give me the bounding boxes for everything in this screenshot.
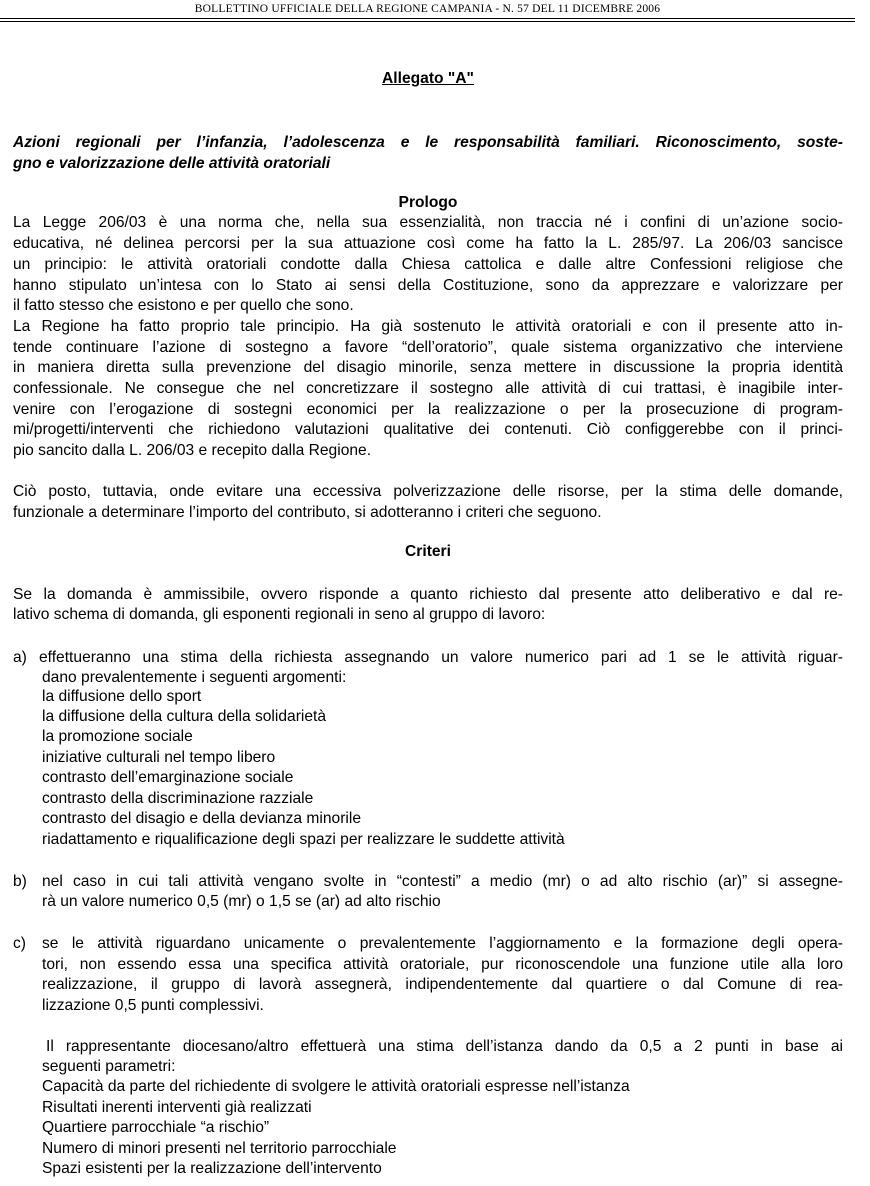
topic-item: contrasto dell’emarginazione sociale — [42, 769, 294, 786]
paragraph-line: funzionale a determinare l’importo del contributo, si adotteranno i criteri che seguono. — [13, 504, 602, 521]
header-rule — [0, 18, 855, 19]
list-item-c-line: lizzazione 0,5 punti complessivi. — [42, 997, 264, 1014]
list-item-a-line: dano prevalentemente i seguenti argomenti: — [42, 669, 347, 686]
paragraph-line: il fatto stesso che esistono e per quello che sono. — [13, 297, 354, 314]
paragraph-line: Se la domanda è ammissibile, ovvero risponde a quanto richiesto dal presente atto deliberativo e dal re- — [13, 586, 843, 603]
topic-item: contrasto della discriminazione razziale — [42, 790, 314, 807]
topic-item: contrasto del disagio e della devianza minorile — [42, 810, 361, 827]
list-item-c-line: tori, non essendo essa una specifica attività oratoriale, pur riconoscendole una funzione utile alla loro — [42, 956, 843, 973]
paragraph-line: Ciò posto, tuttavia, onde evitare una eccessiva polverizzazione delle risorse, per la stima delle domande, — [13, 483, 843, 500]
paragraph-line: pio sancito dalla L. 206/03 e recepito dalla Regione. — [13, 442, 372, 459]
topic-item: iniziative culturali nel tempo libero — [42, 749, 276, 766]
paragraph-line: venire con l’erogazione di sostegni economici per la realizzazione o per la prosecuzione di program- — [13, 401, 843, 418]
paragraph-line: hanno stipulato un’intesa con lo Stato ai sensi della Costituzione, sono da apprezzare e valorizzare per — [13, 277, 843, 294]
parameter-item: Spazi esistenti per la realizzazione dell’intervento — [42, 1160, 382, 1177]
subtitle-line: gno e valorizzazione delle attività oratoriali — [13, 155, 331, 172]
paragraph-line: educativa, né delinea percorsi per la sua attuazione così come ha fatto la L. 285/97. La 206/03 sancisce — [13, 235, 843, 252]
header-rule-double — [0, 21, 855, 22]
paragraph-line: lativo schema di domanda, gli esponenti regionali in seno al gruppo di lavoro: — [13, 606, 546, 623]
parameter-item: Numero di minori presenti nel territorio parrocchiale — [42, 1140, 397, 1157]
list-item-b-line: rà un valore numerico 0,5 (mr) o 1,5 se (ar) ad alto rischio — [42, 893, 441, 910]
criteri-heading: Criteri — [405, 543, 451, 560]
diocesano-line: seguenti parametri: — [42, 1058, 176, 1075]
paragraph-line: La Legge 206/03 è una norma che, nella sua essenzialità, non traccia né i confini di un’azione socio- — [13, 214, 843, 231]
topic-item: riadattamento e riqualificazione degli spazi per realizzare le suddette attività — [42, 831, 565, 848]
paragraph-line: tende continuare l’azione di sostegno a favore “dell’oratorio”, quale sistema organizzativo che interviene — [13, 339, 843, 356]
list-item-c-line: se le attività riguardano unicamente o prevalentemente l’aggiornamento e la formazione degli opera- — [42, 935, 843, 952]
paragraph-line: in maniera diretta sulla prevenzione del disagio minorile, senza mettere in discussione la propria identità — [13, 359, 843, 376]
topic-item: la diffusione della cultura della solidarietà — [42, 708, 327, 725]
paragraph-line: La Regione ha fatto proprio tale principio. Ha già sostenuto le attività oratoriali e con il presente atto in- — [13, 318, 843, 335]
paragraph-line: mi/progetti/interventi che richiedono valutazioni qualitative dei contenuti. Ciò configgerebbe con il princi- — [13, 421, 843, 438]
prologo-heading: Prologo — [398, 194, 458, 211]
list-item-b-line: nel caso in cui tali attività vengano svolte in “contesti” a medio (mr) o ad alto rischio (ar)” si assegne- — [42, 873, 843, 890]
list-item-c-line: realizzazione, il gruppo di lavorà assegnerà, indipendentemente dal quartiere o dal Comune di rea- — [42, 976, 843, 993]
parameter-item: Risultati inerenti interventi già realizzati — [42, 1099, 312, 1116]
topic-item: la promozione sociale — [42, 728, 193, 745]
topic-item: la diffusione dello sport — [42, 688, 202, 705]
allegato-title: Allegato "A" — [382, 70, 474, 87]
list-marker-c: c) — [13, 935, 26, 952]
parameter-item: Capacità da parte del richiedente di svolgere le attività oratoriali espresse nell’istanza — [42, 1078, 630, 1095]
diocesano-line: Il rappresentante diocesano/altro effettuerà una stima dell’istanza dando da 0,5 a 2 punti in base ai — [46, 1038, 843, 1055]
bulletin-header: BOLLETTINO UFFICIALE DELLA REGIONE CAMPANIA - N. 57 DEL 11 DICEMBRE 2006 — [194, 3, 661, 15]
paragraph-line: un principio: le attività oratoriali condotte dalla Chiesa cattolica e dalle altre Confessioni religiose che — [13, 256, 843, 273]
subtitle-line: Azioni regionali per l’infanzia, l’adolescenza e le responsabilità familiari. Riconoscimento, soste- — [13, 134, 843, 151]
list-marker-b: b) — [13, 873, 27, 890]
list-marker-a: a) — [13, 649, 27, 666]
parameter-item: Quartiere parrocchiale “a rischio” — [42, 1119, 270, 1136]
paragraph-line: confessionale. Ne consegue che nel concretizzare il sostegno alle attività di cui trattasi, è inagibile inter- — [13, 380, 843, 397]
list-item-a-line: effettueranno una stima della richiesta assegnando un valore numerico pari ad 1 se le attività riguar- — [39, 649, 843, 666]
